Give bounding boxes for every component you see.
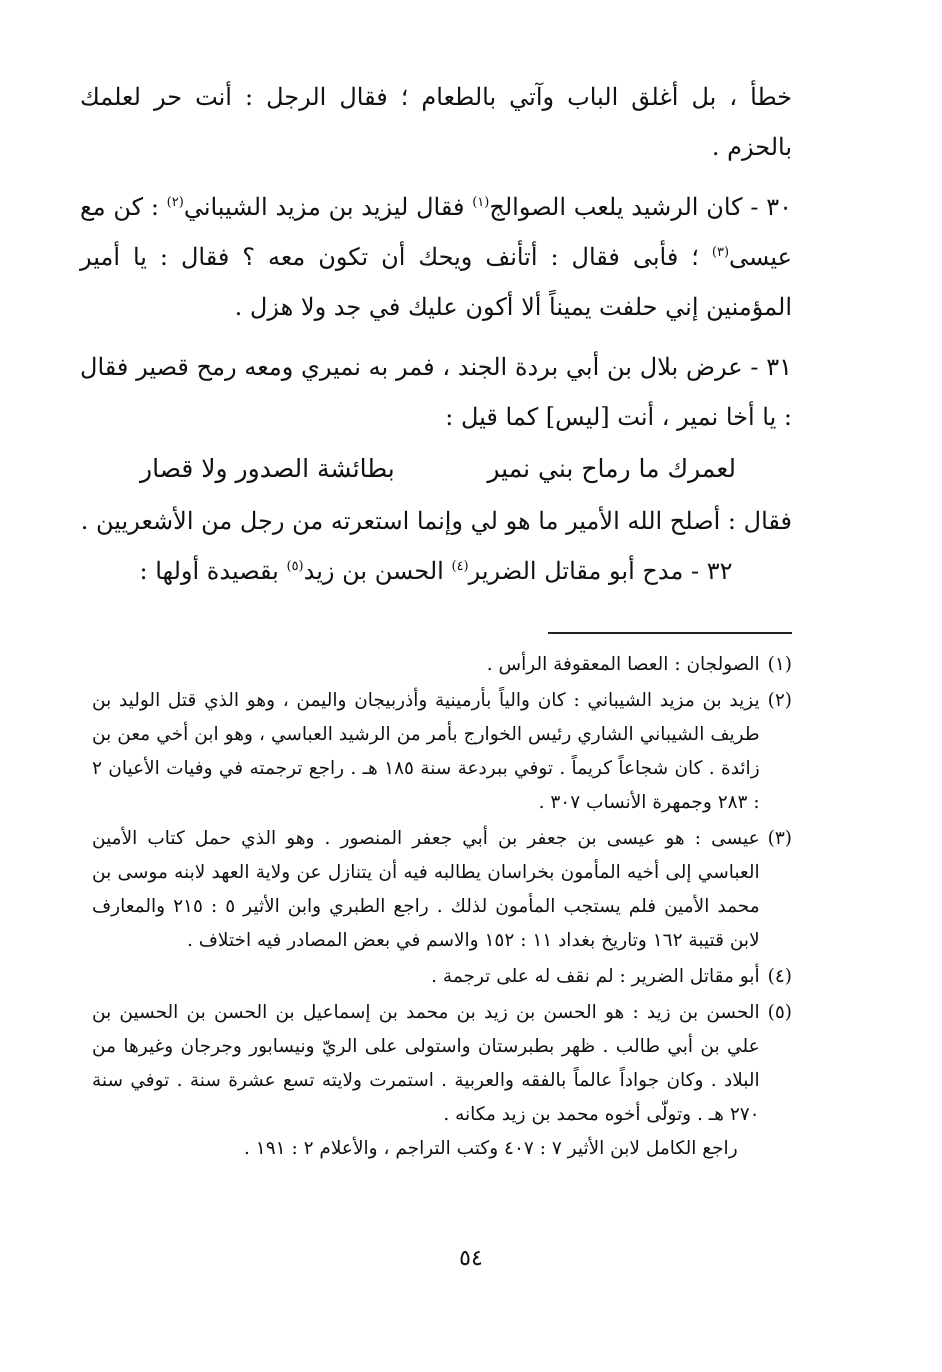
footnote-text: عيسى : هو عيسى بن جعفر بن أبي جعفر المنصور . وهو الذي حمل كتاب الأمين العباسي إلى أخيه المأمون بخراسان يطالبه فيه أن يتنازل عن ولاية العهد لابنه موسى بن محمد الأمين فلم يستجب المأمون لذلك . راجع الطبري وابن الأثير ٥ : ٢١٥ والمعارف لابن قتيبة ١٦٢ وتاريخ بغداد ١١ : ١٥٢ والاسم في بعض المصادر فيه اختلاف . — [92, 828, 760, 951]
main-text — [80, 72, 792, 596]
footnote-text: الحسن بن زيد : هو الحسن بن زيد بن محمد بن إسماعيل بن الحسن بن الحسين بن علي بن أبي طالب . ظهر بطبرستان واستولى على الريّ ونيسابور وجرجان وغيرها من البلاد . وكان جواداً عالماً بالفقه والعربية . استمرت ولايته تسع عشرة سنة . توفي سنة ٢٧٠ هـ . وتولّى أخوه محمد بن زيد مكانه . — [92, 1002, 760, 1125]
paragraph-30: ٣٠ - كان الرشيد يلعب الصوالج$^{(١)}$ فقال ليزيد بن مزيد الشيباني$^{(٢)}$ : كن مع عيسى$^{(٣)}$ ؛ فأبى فقال : أتأنف ويحك أن تكون معه ؟ فقال : يا أمير المؤمنين إني حلفت يميناً ألا أكون عليك في جد ولا هزل . — [80, 193, 792, 321]
paragraph-31-reply: فقال : أصلح الله الأمير ما هو لي وإنما استعرته من رجل من الأشعريين . — [80, 507, 792, 535]
footnote-2 — [92, 684, 792, 820]
page-number: ٥٤ — [459, 1246, 483, 1271]
footnote-number: (٥) — [767, 1002, 792, 1023]
footnote-ref-5[interactable]: (٥) — [286, 559, 304, 574]
footnote-1 — [92, 648, 792, 682]
poem-verse — [80, 442, 792, 496]
footnote-ref-1[interactable]: (١) — [472, 195, 490, 210]
footnote-separator — [548, 632, 792, 634]
footnote-ref-4[interactable]: (٤) — [451, 559, 469, 574]
paragraph-31: ٣١ - عرض بلال بن أبي بردة الجند ، فمر به نميري ومعه رمح قصير فقال : يا أخا نمير ، أنت [ليس] كما قيل : — [80, 353, 792, 431]
footnote-text: أبو مقاتل الضرير : لم نقف له على ترجمة . — [431, 966, 760, 987]
footnote-4 — [92, 960, 792, 994]
footnote-text: الصولجان : العصا المعقوفة الرأس . — [486, 654, 760, 675]
footnotes — [92, 648, 792, 1168]
footnote-5 — [92, 996, 792, 1166]
verse-hemistich-right: لعمرك ما رماح بني نمير — [487, 454, 736, 483]
footnote-reference-line: راجع الكامل لابن الأثير ٧ : ٤٠٧ وكتب التراجم ، والأعلام ٢ : ١٩١ . — [244, 1138, 738, 1159]
footnote-number: (١) — [767, 654, 792, 675]
footnote-number: (٣) — [767, 828, 792, 849]
footnote-ref-2[interactable]: (٢) — [166, 195, 184, 210]
footnote-ref-3[interactable]: (٣) — [711, 245, 730, 260]
footnote-3 — [92, 822, 792, 958]
footnote-number: (٤) — [767, 966, 792, 987]
paragraph-intro: خطأ ، بل أغلق الباب وآتي بالطعام ؛ فقال الرجل : أنت حر لعلمك بالحزم . — [80, 83, 792, 161]
verse-hemistich-left: بطائشة الصدور ولا قصار — [140, 454, 395, 483]
footnote-text: يزيد بن مزيد الشيباني : كان والياً بأرمينية وأذربيجان واليمن ، وهو الذي قتل الوليد بن طريف الشيباني الشاري رئيس الخوارج بأمر من الرشيد العباسي ، وهو ابن أخي معن بن زائدة . كان شجاعاً كريماً . توفي ببردعة سنة ١٨٥ هـ . راجع ترجمته في وفيات الأعيان ٢ : ٢٨٣ وجمهرة الأنساب ٣٠٧ . — [92, 690, 760, 813]
paragraph-32: ٣٢ - مدح أبو مقاتل الضرير$^{(٤)}$ الحسن بن زيد$^{(٥)}$ بقصيدة أولها : — [139, 557, 733, 585]
footnote-number: (٢) — [767, 690, 792, 711]
